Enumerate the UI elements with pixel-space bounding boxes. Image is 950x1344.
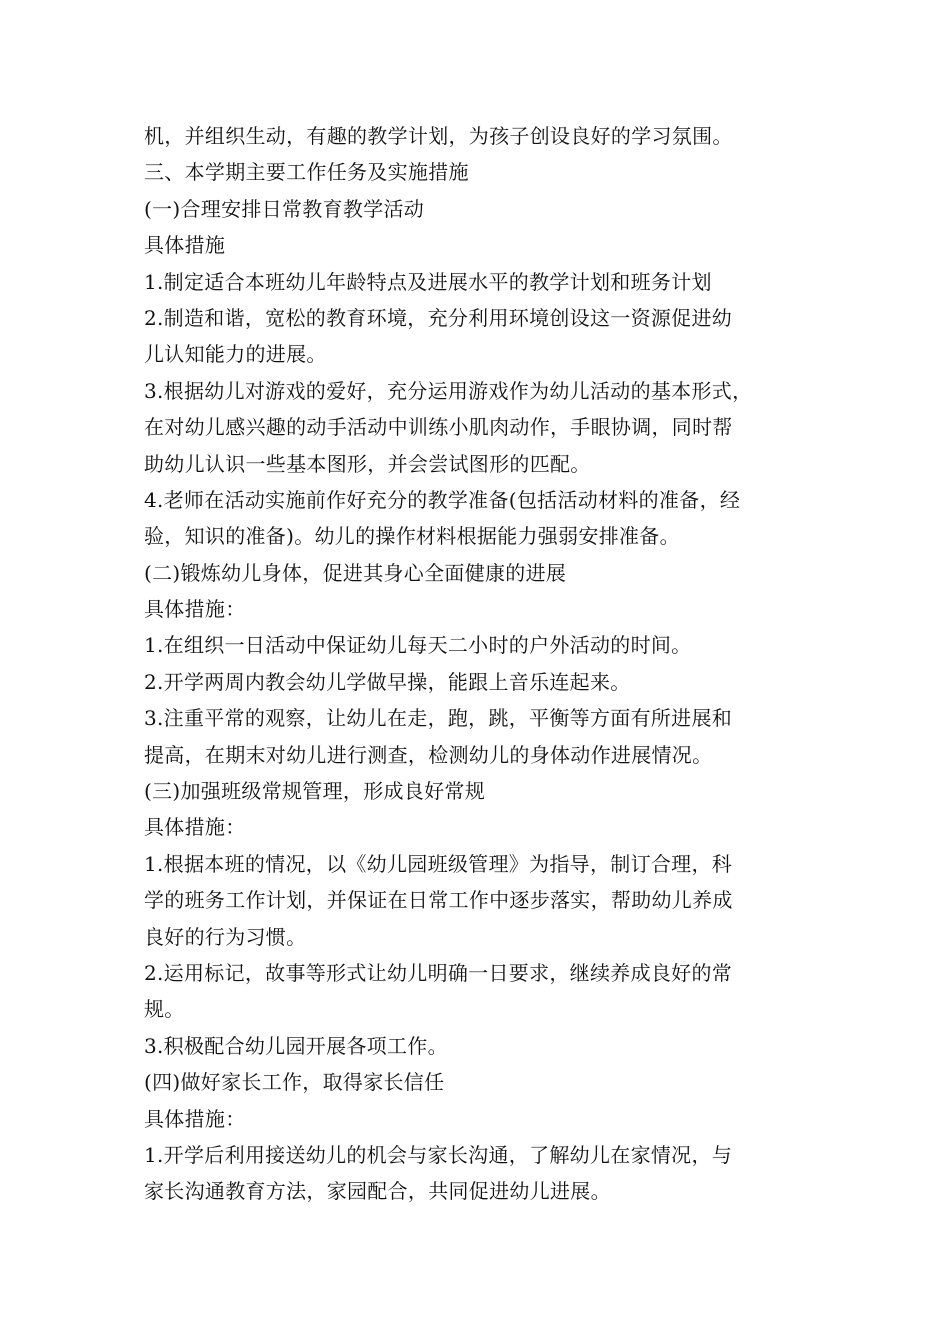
list-item: 3.注重平常的观察，让幼儿在走，跑，跳，平衡等方面有所进展和 [144, 706, 733, 731]
list-item: 1.制定适合本班幼儿年龄特点及进展水平的教学计划和班务计划 [144, 269, 712, 294]
list-item: 2.开学两周内教会幼儿学做早操，能跟上音乐连起来。 [144, 669, 631, 694]
list-item: 2.制造和谐，宽松的教育环境，充分利用环境创设这一资源促进幼 [144, 305, 733, 330]
text-line: 提高，在期末对幼儿进行测查，检测幼儿的身体动作进展情况。 [144, 742, 713, 767]
text-line: 验，知识的准备)。幼儿的操作材料根据能力强弱安排准备。 [144, 524, 680, 549]
text-line: 良好的行为习惯。 [144, 924, 307, 949]
text-line: 儿认知能力的进展。 [144, 342, 327, 367]
subsection-heading: (三)加强班级常规管理，形成良好常规 [144, 779, 486, 804]
text-line: 机，并组织生动，有趣的教学计划，为孩子创设良好的学习氛围。 [144, 124, 733, 148]
section-heading: 三、本学期主要工作任务及实施措施 [144, 160, 469, 185]
list-item: 1.开学后利用接送幼儿的机会与家长沟通，了解幼儿在家情况，与 [144, 1142, 733, 1167]
list-item: 3.积极配合幼儿园开展各项工作。 [144, 1033, 448, 1058]
measures-label: 具体措施： [144, 1106, 246, 1131]
list-item: 2.运用标记，故事等形式让幼儿明确一日要求，继续养成良好的常 [144, 960, 733, 985]
subsection-heading: (一)合理安排日常教育教学活动 [144, 196, 425, 221]
measures-label: 具体措施 [144, 233, 226, 258]
text-line: 家长沟通教育方法，家园配合，共同促进幼儿进展。 [144, 1179, 611, 1204]
measures-label: 具体措施： [144, 597, 246, 622]
list-item: 1.在组织一日活动中保证幼儿每天二小时的户外活动的时间。 [144, 633, 692, 658]
list-item: 1.根据本班的情况，以《幼儿园班级管理》为指导，制订合理，科 [144, 851, 733, 876]
list-item: 4.老师在活动实施前作好充分的教学准备(包括活动材料的准备，经 [144, 487, 741, 512]
text-line: 在对幼儿感兴趣的动手活动中训练小肌肉动作，手眼协调，同时帮 [144, 415, 733, 440]
document-body [144, 118, 816, 1210]
subsection-heading: (四)做好家长工作，取得家长信任 [144, 1070, 445, 1095]
text-line: 学的班务工作计划，并保证在日常工作中逐步落实，帮助幼儿养成 [144, 888, 733, 913]
measures-label: 具体措施： [144, 815, 246, 840]
list-item: 3.根据幼儿对游戏的爱好，充分运用游戏作为幼儿活动的基本形式， [144, 378, 753, 403]
text-line: 助幼儿认识一些基本图形，并会尝试图形的匹配。 [144, 451, 591, 476]
subsection-heading: (二)锻炼幼儿身体，促进其身心全面健康的进展 [144, 560, 567, 585]
text-line: 规。 [144, 997, 185, 1022]
